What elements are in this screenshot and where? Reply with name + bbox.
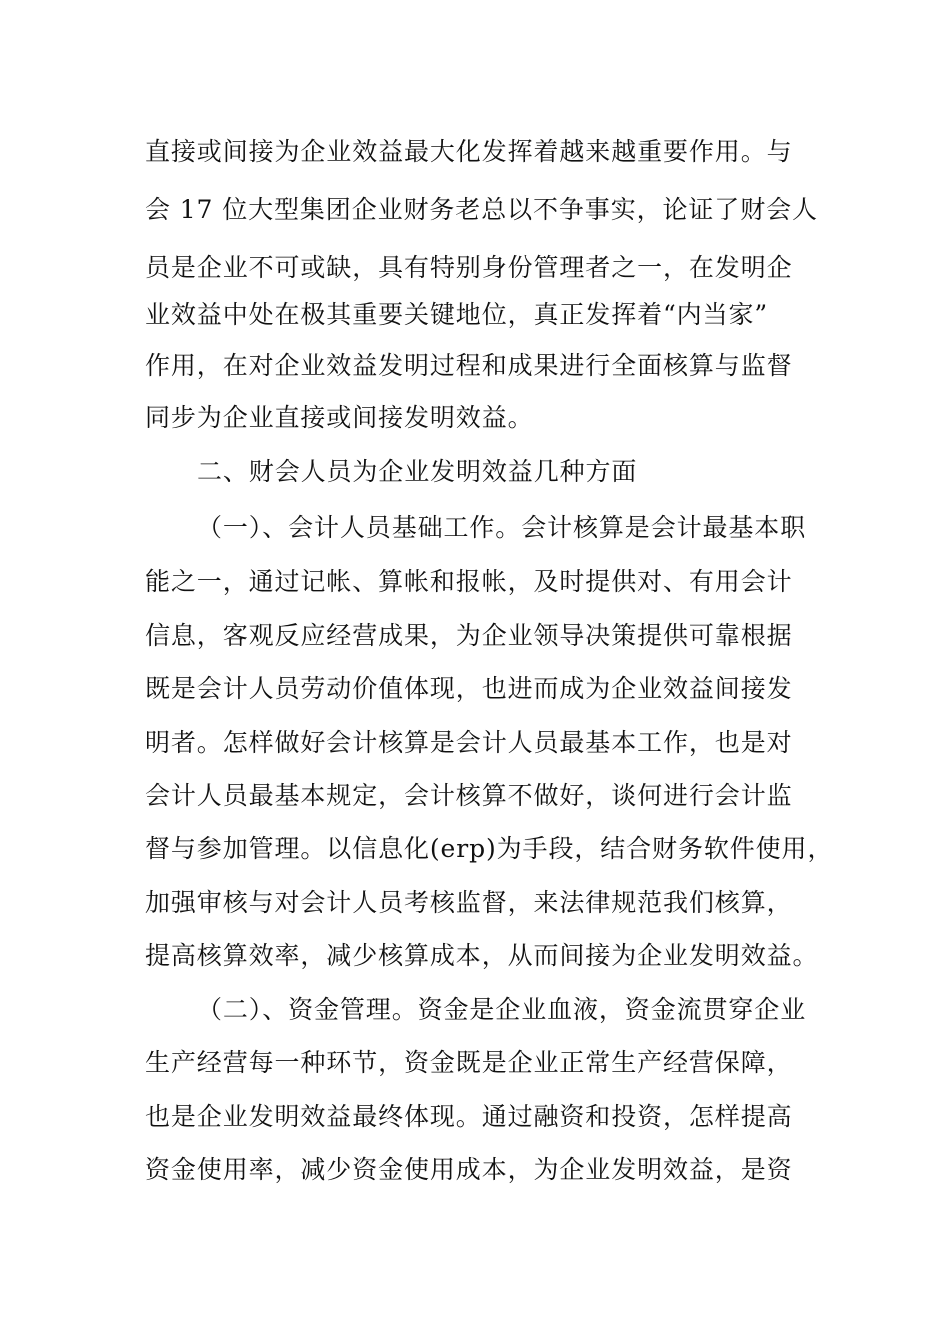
paragraph-line: 提高核算效率，减少核算成本，从而间接为企业发明效益。	[145, 941, 819, 970]
paragraph-line: 明者。怎样做好会计核算是会计人员最基本工作，也是对	[145, 728, 793, 757]
paragraph-line: 会 17 位大型集团企业财务老总以不争事实，论证了财会人	[145, 195, 818, 224]
section-heading: 二、财会人员为企业发明效益几种方面	[197, 457, 638, 486]
paragraph-line: 资金使用率，减少资金使用成本，为企业发明效益，是资	[145, 1155, 793, 1184]
paragraph-line: 信息，客观反应经营成果，为企业领导决策提供可靠根据	[145, 621, 793, 650]
paragraph-line: 督与参加管理。以信息化(erp)为手段，结合财务软件使用，	[145, 834, 834, 863]
paragraph-line: （一）、会计人员基础工作。会计核算是会计最基本职	[197, 513, 807, 542]
paragraph-line: 能之一，通过记帐、算帐和报帐，及时提供对、有用会计	[145, 567, 793, 596]
paragraph-line: 会计人员最基本规定，会计核算不做好，谈何进行会计监	[145, 781, 793, 810]
paragraph-line: 加强审核与对会计人员考核监督，来法律规范我们核算，	[145, 888, 793, 917]
paragraph-line: 员是企业不可或缺，具有特别身份管理者之一，在发明企	[145, 253, 793, 282]
paragraph-line: 生产经营每一种环节，资金既是企业正常生产经营保障，	[145, 1048, 793, 1077]
paragraph-line: 既是会计人员劳动价值体现，也进而成为企业效益间接发	[145, 674, 793, 703]
paragraph-line: （二）、资金管理。资金是企业血液，资金流贯穿企业	[197, 995, 807, 1024]
paragraph-line: 同步为企业直接或间接发明效益。	[145, 403, 534, 432]
paragraph-line: 直接或间接为企业效益最大化发挥着越来越重要作用。与	[145, 137, 793, 166]
paragraph-line: 也是企业发明效益最终体现。通过融资和投资，怎样提高	[145, 1102, 793, 1131]
paragraph-line: 业效益中处在极其重要关键地位，真正发挥着“内当家”	[145, 300, 769, 329]
paragraph-line: 作用，在对企业效益发明过程和成果进行全面核算与监督	[145, 351, 793, 380]
